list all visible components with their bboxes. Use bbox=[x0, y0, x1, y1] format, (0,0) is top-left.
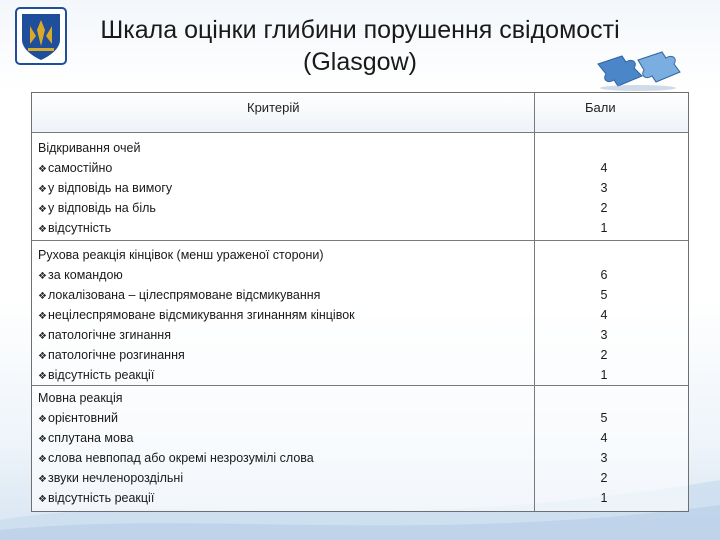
diamond-bullet-icon: ❖ bbox=[38, 494, 47, 505]
section-eye-opening bbox=[32, 132, 688, 240]
column-divider bbox=[534, 386, 535, 511]
diamond-bullet-icon: ❖ bbox=[38, 351, 47, 362]
item-score: 4 bbox=[600, 431, 608, 445]
list-item bbox=[38, 265, 123, 285]
page-title bbox=[40, 14, 680, 78]
item-score: 2 bbox=[600, 201, 608, 215]
diamond-bullet-icon: ❖ bbox=[38, 474, 47, 485]
list-item bbox=[38, 488, 154, 508]
list-item bbox=[38, 158, 112, 178]
list-item bbox=[38, 468, 183, 488]
list-item bbox=[38, 218, 111, 238]
diamond-bullet-icon: ❖ bbox=[38, 271, 47, 282]
item-label: сплутана мова bbox=[48, 431, 134, 445]
diamond-bullet-icon: ❖ bbox=[38, 371, 47, 382]
column-divider bbox=[534, 241, 535, 385]
item-label: локалізована – цілеспрямоване відсмикування bbox=[48, 288, 321, 302]
table-header bbox=[32, 93, 688, 133]
item-score: 1 bbox=[600, 368, 608, 382]
section-motor-response bbox=[32, 240, 688, 385]
diamond-bullet-icon: ❖ bbox=[38, 224, 47, 235]
item-label: самостійно bbox=[48, 161, 113, 175]
item-score: 5 bbox=[600, 411, 608, 425]
list-item bbox=[38, 198, 156, 218]
item-label: патологічне розгинання bbox=[48, 348, 185, 362]
item-label: відсутність bbox=[48, 221, 112, 235]
item-label: у відповідь на біль bbox=[48, 201, 156, 215]
item-score: 6 bbox=[600, 268, 608, 282]
item-label: нецілеспрямоване відсмикування згинанням кінцівок bbox=[48, 308, 355, 322]
diamond-bullet-icon: ❖ bbox=[38, 164, 47, 175]
item-score: 1 bbox=[600, 491, 608, 505]
item-score: 4 bbox=[600, 308, 608, 322]
item-score: 2 bbox=[600, 348, 608, 362]
diamond-bullet-icon: ❖ bbox=[38, 454, 47, 465]
list-item bbox=[38, 325, 171, 345]
list-item bbox=[38, 448, 314, 468]
diamond-bullet-icon: ❖ bbox=[38, 291, 47, 302]
diamond-bullet-icon: ❖ bbox=[38, 204, 47, 215]
item-score: 2 bbox=[600, 471, 608, 485]
list-item bbox=[38, 428, 133, 448]
diamond-bullet-icon: ❖ bbox=[38, 184, 47, 195]
section-heading: Мовна реакція bbox=[38, 391, 123, 405]
item-score: 3 bbox=[600, 328, 608, 342]
item-score: 5 bbox=[600, 288, 608, 302]
list-item bbox=[38, 305, 355, 325]
item-label: відсутність реакції bbox=[48, 368, 155, 382]
list-item bbox=[38, 408, 118, 428]
item-label: слова невпопад або окремі незрозумілі слова bbox=[48, 451, 314, 465]
item-score: 4 bbox=[600, 161, 608, 175]
header-score: Бали bbox=[585, 100, 616, 115]
diamond-bullet-icon: ❖ bbox=[38, 414, 47, 425]
item-label: у відповідь на вимогу bbox=[48, 181, 173, 195]
puzzle-pieces-icon bbox=[588, 46, 684, 92]
section-heading: Відкривання очей bbox=[38, 141, 141, 155]
item-score: 1 bbox=[600, 221, 608, 235]
item-label: відсутність реакції bbox=[48, 491, 155, 505]
item-label: орієнтовний bbox=[48, 411, 119, 425]
item-score: 3 bbox=[600, 451, 608, 465]
list-item bbox=[38, 345, 185, 365]
item-label: патологічне згинання bbox=[48, 328, 171, 342]
diamond-bullet-icon: ❖ bbox=[38, 331, 47, 342]
list-item bbox=[38, 285, 320, 305]
section-verbal-response bbox=[32, 385, 688, 511]
section-heading: Рухова реакція кінцівок (менш ураженої сторони) bbox=[38, 248, 324, 262]
column-divider bbox=[534, 132, 535, 240]
column-divider bbox=[534, 93, 535, 132]
title-line-1: Шкала оцінки глибини порушення свідомості bbox=[100, 16, 620, 44]
item-label: за командою bbox=[48, 268, 123, 282]
list-item bbox=[38, 178, 172, 198]
list-item bbox=[38, 365, 154, 385]
title-line-2: (Glasgow) bbox=[303, 48, 417, 76]
diamond-bullet-icon: ❖ bbox=[38, 434, 47, 445]
item-label: звуки нечленороздільні bbox=[48, 471, 184, 485]
glasgow-table bbox=[31, 92, 689, 512]
diamond-bullet-icon: ❖ bbox=[38, 311, 47, 322]
header-criterion: Критерій bbox=[247, 100, 300, 115]
item-score: 3 bbox=[600, 181, 608, 195]
